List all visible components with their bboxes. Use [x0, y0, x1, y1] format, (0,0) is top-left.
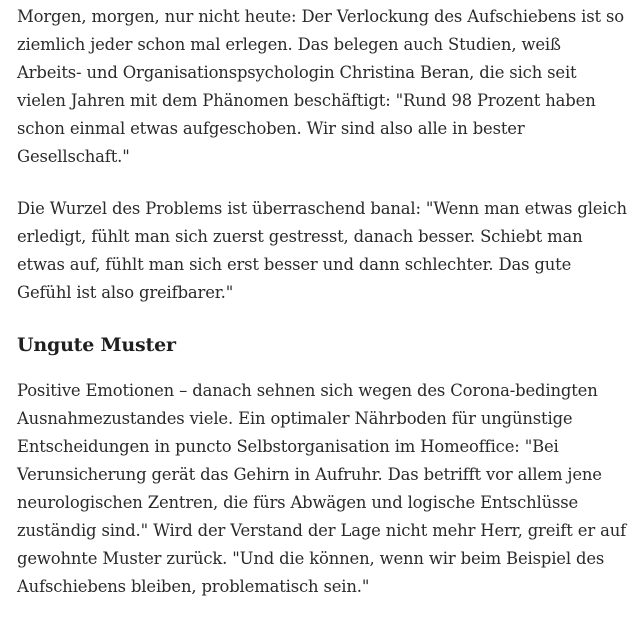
- paragraph-intro-2: Die Wurzel des Problems ist überraschend banal: "Wenn man etwas gleich erledigt, fühlt man sich zuerst gestresst, danach besser. Schiebt man etwas auf, fühlt man sich erst besser und dann schlechter. Das gute Gefühl ist also greifbarer.": [17, 199, 627, 302]
- section-heading: Ungute Muster: [17, 334, 176, 356]
- article-body: [17, 3, 629, 625]
- paragraph-intro-1: Morgen, morgen, nur nicht heute: Der Verlockung des Aufschiebens ist so ziemlich jeder schon mal erlegen. Das belegen auch Studien, weiß Arbeits- und Organisationspsychologin Christina Beran, die sich seit vielen Jahren mit dem Phänomen beschäftigt: "Rund 98 Prozent haben schon einmal etwas aufgeschoben. Wir sind also alle in bester Gesellschaft.": [17, 7, 624, 166]
- paragraph-section-1: Positive Emotionen – danach sehnen sich wegen des Corona-bedingten Ausnahmezustandes viele. Ein optimaler Nährboden für ungünstige Entscheidungen in puncto Selbstorganisation im Homeoffice: "Bei Verunsicherung gerät das Gehirn in Aufruhr. Das betrifft vor allem jene neurologischen Zentren, die fürs Abwägen und logische Entschlüsse zuständig sind." Wird der Verstand der Lage nicht mehr Herr, greift er auf gewohnte Muster zurück. "Und die können, wenn wir beim Beispiel des Aufschiebens bleiben, problematisch sein.": [17, 381, 627, 596]
